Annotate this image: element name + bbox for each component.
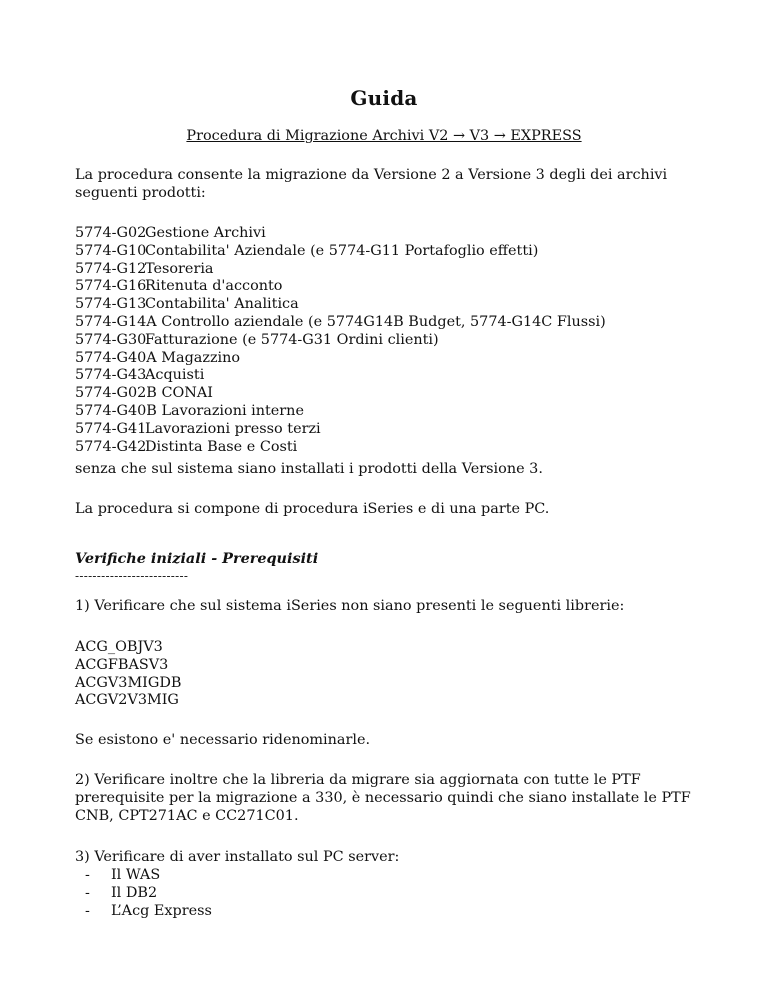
server-item: Il DB2: [111, 884, 158, 901]
product-name: Distinta Base e Costi: [145, 438, 298, 455]
list-item: [85, 867, 212, 885]
product-code: 5774-G13: [75, 296, 147, 313]
library-item: ACGFBASV3: [75, 656, 169, 673]
product-item: [75, 296, 606, 314]
product-item: [75, 385, 606, 403]
product-item: [75, 243, 606, 261]
product-item: [75, 439, 606, 457]
product-name: CONAI: [161, 385, 213, 402]
product-item: [75, 350, 606, 368]
section-rule: --------------------------: [75, 569, 189, 583]
product-list: [75, 225, 606, 456]
product-item: [75, 314, 606, 332]
product-item: [75, 225, 606, 243]
bullet-dash: -: [85, 884, 90, 901]
library-item: ACGV3MIGDB: [75, 674, 182, 691]
product-name: Ritenuta d'acconto: [145, 278, 283, 295]
product-code: 5774-G30: [75, 331, 147, 348]
product-code: 5774-G10: [75, 242, 147, 259]
step-3: 3) Verificare di aver installato sul PC server:: [75, 849, 400, 865]
product-code: 5774-G02: [75, 225, 147, 241]
step-1: 1) Verificare che sul sistema iSeries non siano presenti le seguenti librerie:: [75, 598, 625, 614]
product-item: [75, 261, 606, 279]
server-item: L’Acg Express: [111, 902, 212, 919]
product-name: Gestione Archivi: [145, 225, 266, 241]
rename-note: Se esistono e' necessario ridenominarle.: [75, 732, 371, 748]
list-item: [85, 885, 212, 903]
note-no-v3: senza che sul sistema siano installati i prodotti della Versione 3.: [75, 461, 543, 477]
server-item: Il WAS: [111, 867, 161, 883]
product-item: [75, 403, 606, 421]
product-name: Controllo aziendale (e 5774G14B Budget, 5774-G14C Flussi): [161, 313, 606, 330]
server-requirements-list: [85, 867, 212, 920]
document-title: Guida: [350, 86, 418, 110]
product-code: 5774-G43: [75, 367, 147, 384]
product-code: 5774-G12: [75, 260, 147, 277]
product-name: Lavorazioni presso terzi: [145, 420, 321, 437]
product-name: Tesoreria: [145, 260, 214, 277]
product-item: [75, 278, 606, 296]
product-name: Contabilita' Analitica: [145, 296, 299, 313]
product-code: 5774-G02B: [75, 385, 157, 402]
bullet-dash: -: [85, 867, 90, 883]
list-item: [85, 903, 212, 921]
product-item: [75, 332, 606, 350]
intro-paragraph: La procedura consente la migrazione da Versione 2 a Versione 3 degli dei archivi seguenti prodotti:: [75, 167, 668, 201]
product-code: 5774-G42: [75, 438, 147, 455]
product-code: 5774-G14A: [75, 313, 157, 330]
product-item: [75, 367, 606, 385]
product-code: 5774-G40B: [75, 402, 157, 419]
section-heading: Verifiche iniziali - Prerequisiti: [75, 550, 319, 567]
document-subtitle: Procedura di Migrazione Archivi V2 → V3 → EXPRESS: [186, 128, 582, 144]
product-item: [75, 421, 606, 439]
library-item: ACG_OBJV3: [75, 639, 163, 655]
product-code: 5774-G41: [75, 420, 147, 437]
product-code: 5774-G16: [75, 278, 147, 295]
product-code: 5774-G40A: [75, 349, 157, 366]
library-list: [75, 639, 181, 710]
product-name: Magazzino: [161, 349, 241, 366]
product-name: Contabilita' Aziendale (e 5774-G11 Portafoglio effetti): [145, 242, 539, 259]
note-composition: La procedura si compone di procedura iSeries e di una parte PC.: [75, 501, 550, 517]
product-name: Acquisti: [145, 367, 205, 384]
bullet-dash: -: [85, 902, 90, 919]
product-name: Fatturazione (e 5774-G31 Ordini clienti): [145, 331, 439, 348]
step-2: 2) Verificare inoltre che la libreria da migrare sia aggiornata con tutte le PTF prerequisite per la migrazione a 330, è necessario quindi che siano installate le PTF CNB, CPT271AC e CC271C01.: [75, 772, 691, 824]
product-name: Lavorazioni interne: [161, 402, 304, 419]
library-item: ACGV2V3MIG: [75, 692, 179, 709]
